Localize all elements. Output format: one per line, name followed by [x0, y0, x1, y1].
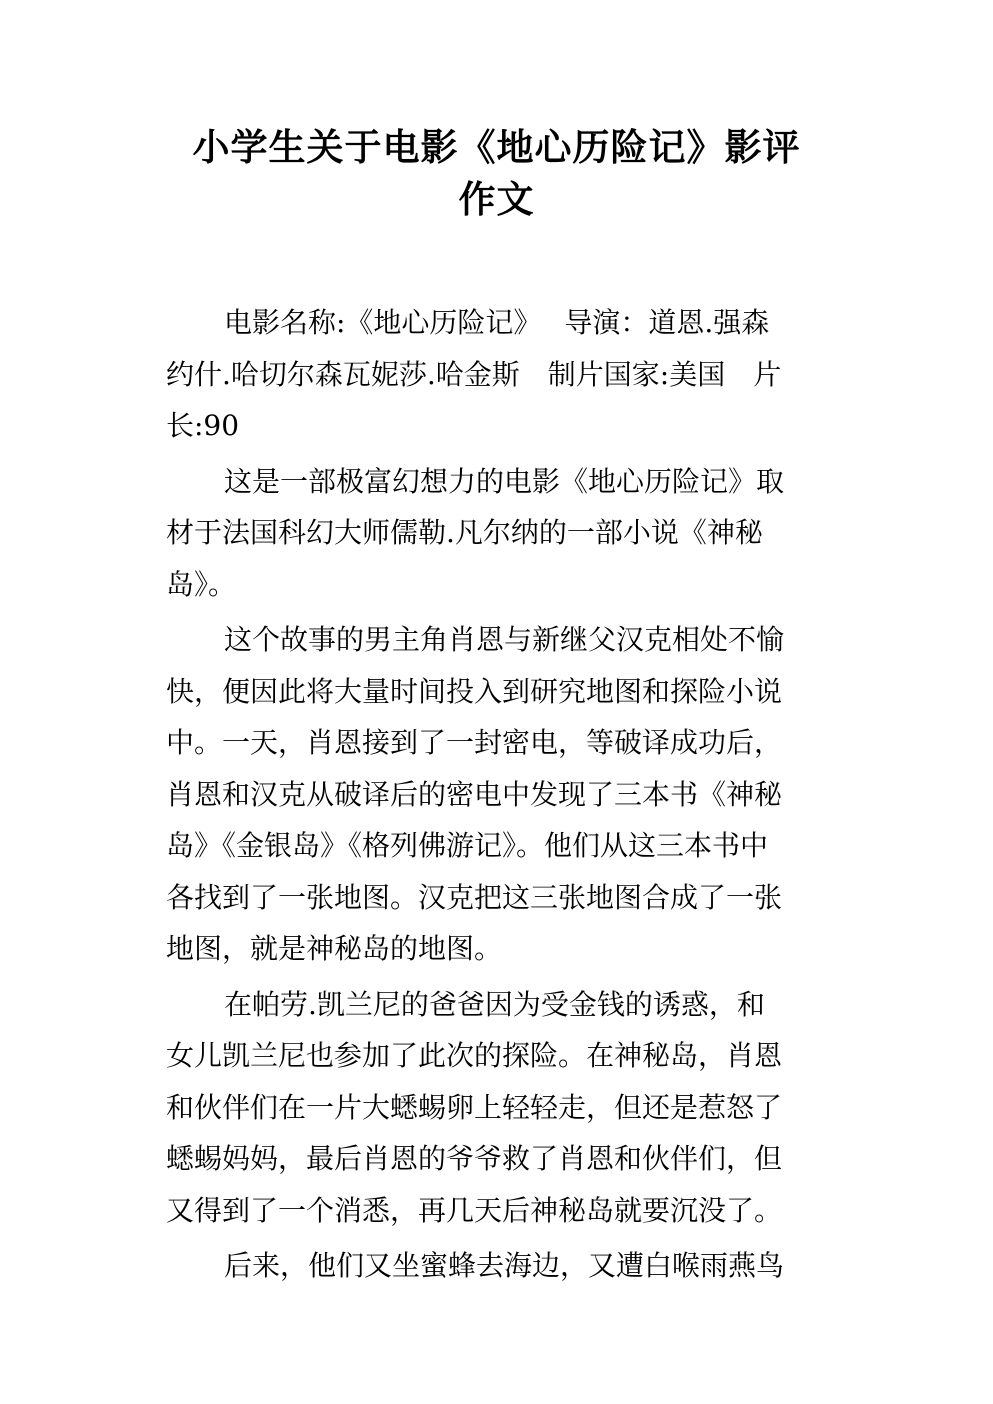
paragraph-line: 电影名称:《地心历险记》 导演：道恩.强森 — [224, 306, 770, 339]
paragraph-line: 蟋蜴妈妈，最后肖恩的爷爷救了肖恩和伙伴们，但 — [166, 1142, 783, 1175]
paragraph-line: 材于法国科幻大师儒勒.凡尔纳的一部小说《神秘 — [166, 516, 763, 549]
paragraph-line: 肖恩和汉克从破译后的密电中发现了三本书《神秘 — [166, 777, 783, 811]
title-line: 小学生关于电影《地心历险记》影评 — [192, 126, 801, 169]
paragraph-line: 又得到了一个消悉，再几天后神秘岛就要沉没了。 — [166, 1193, 783, 1227]
paragraph-intro — [166, 456, 832, 611]
document-title — [150, 122, 843, 226]
paragraph-line: 岛》《金银岛》《格列佛游记》。他们从这三本书中 — [166, 829, 769, 862]
paragraph-line: 各找到了一张地图。汉克把这三张地图合成了一张 — [166, 880, 783, 914]
document-body — [166, 297, 832, 1296]
paragraph-film-info — [166, 297, 832, 452]
paragraph-line: 长:90 — [166, 409, 240, 442]
paragraph-story — [166, 614, 832, 975]
paragraph-adventure — [166, 979, 832, 1237]
paragraph-line: 中。一天，肖恩接到了一封密电，等破译成功后， — [166, 726, 783, 759]
paragraph-line: 女儿凯兰尼也参加了此次的探险。在神秘岛，肖恩 — [166, 1039, 783, 1072]
paragraph-line: 在帕劳.凯兰尼的爸爸因为受金钱的诱惑，和 — [224, 987, 765, 1021]
paragraph-line: 地图，就是神秘岛的地图。 — [166, 932, 503, 965]
paragraph-line: 这是一部极富幻想力的电影《地心历险记》取 — [224, 464, 785, 498]
paragraph-ending — [166, 1240, 832, 1292]
paragraph-line: 岛》。 — [166, 567, 237, 601]
paragraph-line: 和伙伴们在一片大蟋蜴卵上轻轻走，但还是惹怒了 — [166, 1090, 783, 1124]
paragraph-line: 后来，他们又坐蜜蜂去海边，又遭白喉雨燕鸟 — [224, 1249, 785, 1282]
title-line: 作文 — [458, 178, 535, 221]
paragraph-line: 这个故事的男主角肖恩与新继父汉克相处不愉 — [224, 623, 785, 656]
paragraph-line: 约什.哈切尔森瓦妮莎.哈金斯 制片国家:美国 片 — [166, 357, 782, 391]
paragraph-line: 快，便因此将大量时间投入到研究地图和探险小说 — [166, 674, 783, 708]
